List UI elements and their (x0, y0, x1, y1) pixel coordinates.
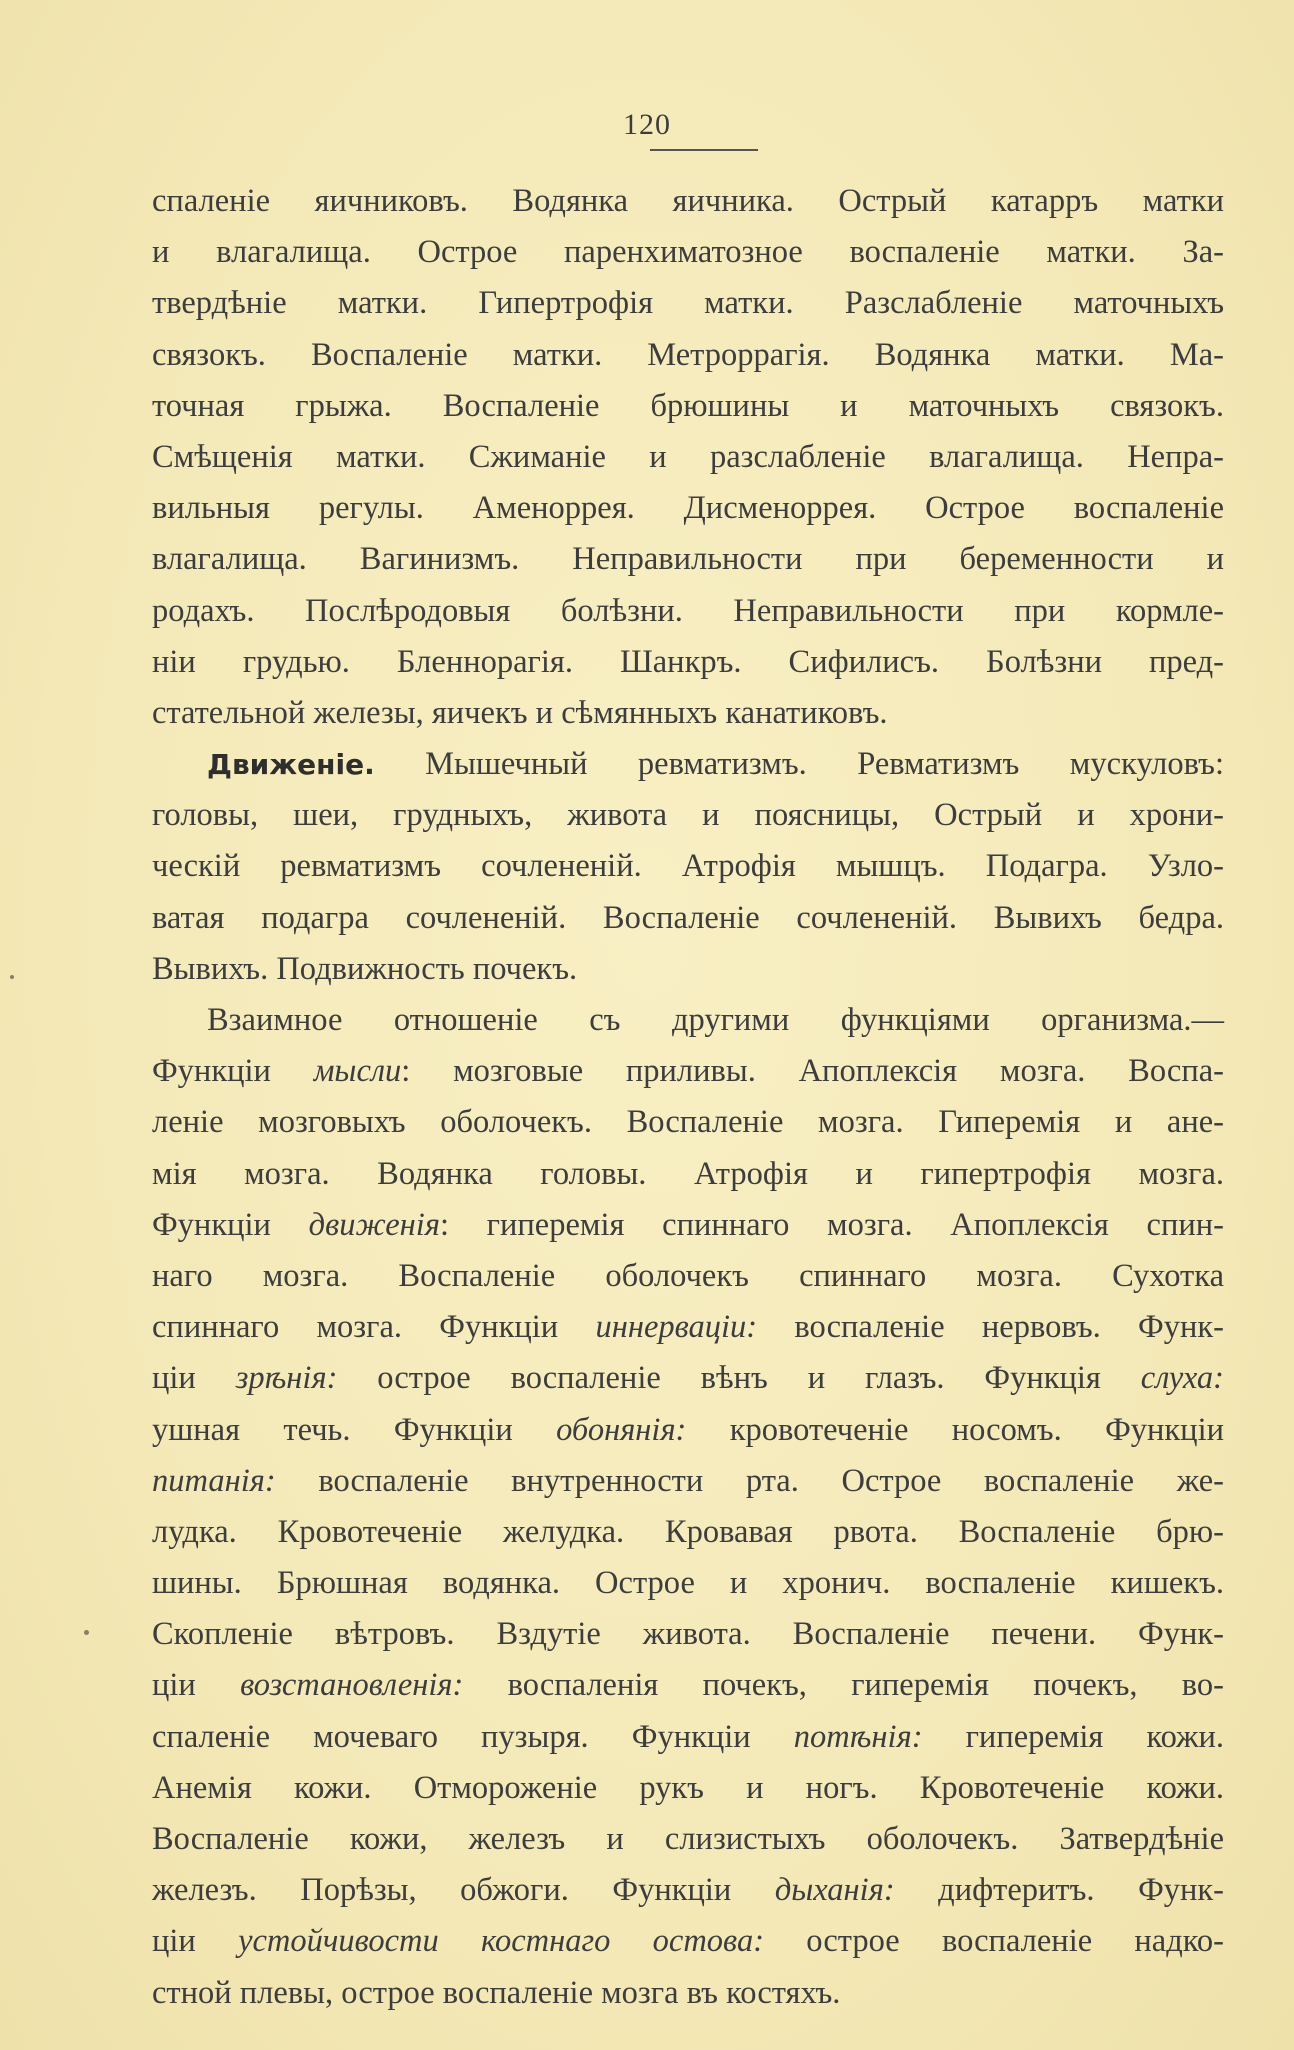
text-run: железъ. Порѣзы, обжоги. Функціи (152, 1872, 775, 1909)
text-line (152, 1763, 1224, 1814)
text-line (152, 841, 1224, 892)
text-run: Анемія кожи. Отмороженіе рукъ и ногъ. Кровотеченіе кожи. (152, 1769, 1224, 1806)
text-run: шины. Брюшная водянка. Острое и хронич. воспаленіе кишекъ. (152, 1565, 1224, 1602)
text-line (152, 1507, 1224, 1558)
text-run: лудка. Кровотеченіе желудка. Кровавая рвота. Воспаленіе брю- (152, 1513, 1224, 1550)
text-run: ніи грудью. Бленнорагія. Шанкръ. Сифилисъ. Болѣзни пред- (152, 643, 1224, 680)
text-line (152, 893, 1224, 944)
text-line (152, 790, 1224, 841)
text-line (152, 330, 1224, 381)
text-run: точная грыжа. Воспаленіе брюшины и маточныхъ связокъ. (152, 387, 1224, 424)
text-line (152, 1097, 1224, 1148)
text-run: Функціи (152, 1053, 314, 1090)
text-line (152, 534, 1224, 585)
text-run: связокъ. Воспаленіе матки. Метроррагія. Водянка матки. Ма- (152, 336, 1224, 373)
text-run: гиперемія кожи. (922, 1718, 1224, 1755)
text-line (152, 381, 1224, 432)
text-run: воспаленіе нервовъ. Функ- (757, 1309, 1224, 1346)
text-run: Функціи (152, 1206, 309, 1243)
text-line (152, 586, 1224, 637)
text-line (152, 1712, 1224, 1763)
text-run: головы, шеи, грудныхъ, живота и поясницы, Острый и хрони- (152, 797, 1224, 834)
text-run: леніе мозговыхъ оболочекъ. Воспаленіе мозга. Гиперемія и ане- (152, 1104, 1224, 1141)
text-run: ушная течь. Функціи (152, 1411, 557, 1448)
text-line (152, 227, 1224, 278)
text-line (152, 1251, 1224, 1302)
text-run: Воспаленіе кожи, железъ и слизистыхъ оболочекъ. Затвердѣніе (152, 1821, 1224, 1857)
text-run: : мозговые приливы. Апоплексія мозга. Воспа- (401, 1053, 1224, 1090)
text-line (152, 176, 1224, 227)
text-line (152, 1660, 1224, 1711)
text-line (152, 995, 1224, 1046)
text-run: мія мозга. Водянка головы. Атрофія и гипертрофія мозга. (152, 1155, 1224, 1192)
text-line (152, 432, 1224, 483)
text-run: воспаленіе внутренности рта. Острое воспаленіе же- (275, 1462, 1224, 1499)
text-run: спиннаго мозга. Функціи (152, 1309, 596, 1346)
text-line (152, 1916, 1224, 1967)
text-line (152, 1814, 1224, 1865)
text-line (152, 483, 1224, 534)
text-run: ціи (152, 1923, 239, 1960)
text-line (152, 944, 1224, 995)
text-line (152, 1865, 1224, 1916)
text-run: дифтеритъ. Функ- (894, 1872, 1225, 1909)
text-run: Вывихъ. Подвижность почекъ. (152, 950, 578, 987)
italic-term: потѣнія: (793, 1718, 923, 1755)
body-text (152, 176, 1224, 2019)
text-run: влагалища. Вагинизмъ. Неправильности при беременности и (152, 541, 1224, 578)
italic-term: устойчивости костнаго остова: (238, 1923, 765, 1960)
text-run: вильныя регулы. Аменоррея. Дисменоррея. Острое воспаленіе (152, 490, 1224, 527)
paper-speck (10, 975, 14, 979)
text-run: наго мозга. Воспаленіе оболочекъ спиннаго мозга. Сухотка (152, 1257, 1224, 1294)
page-number: 120 (623, 108, 671, 141)
text-run: твердѣніе матки. Гипертрофія матки. Разслабленіе маточныхъ (152, 285, 1224, 322)
text-line (152, 1046, 1224, 1097)
text-run: ціи (152, 1360, 236, 1397)
text-line (152, 1558, 1224, 1609)
text-run: кровотеченіе носомъ. Функціи (686, 1411, 1224, 1448)
text-line (152, 278, 1224, 329)
italic-term: зрѣнія: (235, 1360, 338, 1397)
italic-term: иннерваціи: (595, 1309, 758, 1346)
text-run: спаленіе мочеваго пузыря. Функціи (152, 1718, 794, 1755)
text-run: острое воспаленіе вѣнъ и глазъ. Функція (337, 1360, 1141, 1397)
text-run: спаленіе яичниковъ. Водянка яичника. Острый катарръ матки (152, 183, 1224, 219)
italic-term: обонянія: (556, 1411, 687, 1448)
text-run: и влагалища. Острое паренхиматозное воспаленіе матки. За- (152, 234, 1224, 271)
text-line (152, 1200, 1224, 1251)
text-run: ватая подагра сочлененій. Воспаленіе сочлененій. Вывихъ бедра. (152, 899, 1224, 936)
text-line (152, 1405, 1224, 1456)
text-line (152, 637, 1224, 688)
text-line (152, 1353, 1224, 1404)
italic-term: возстановленія: (240, 1667, 464, 1704)
text-line (152, 1149, 1224, 1200)
text-run: ческій ревматизмъ сочлененій. Атрофія мышцъ. Подагра. Узло- (152, 848, 1224, 885)
italic-term: слуха: (1140, 1360, 1224, 1397)
paper-speck (84, 1630, 89, 1635)
italic-term: дыханія: (774, 1872, 895, 1909)
text-run: воспаленія почекъ, гиперемія почекъ, во- (463, 1667, 1224, 1704)
text-run: стной плевы, острое воспаленіе мозга въ костяхъ. (152, 1974, 841, 2011)
text-run: Смѣщенія матки. Сжиманіе и разслабленіе влагалища. Непра- (152, 438, 1224, 475)
section-heading: Движеніе. (207, 748, 375, 782)
text-line (152, 1302, 1224, 1353)
text-run: : гиперемія спиннаго мозга. Апоплексія спин- (439, 1206, 1224, 1243)
text-line (152, 688, 1224, 739)
page-number-underline (650, 149, 758, 151)
text-line (152, 1456, 1224, 1507)
text-line (152, 1968, 1224, 2019)
text-run: стательной железы, яичекъ и сѣмянныхъ канатиковъ. (152, 694, 888, 731)
italic-term: питанія: (152, 1462, 276, 1499)
italic-term: движенія (308, 1206, 440, 1243)
text-line (152, 1609, 1224, 1660)
text-run: ціи (152, 1667, 241, 1704)
text-run: Взаимное отношеніе съ другими функціями организма.— (207, 1002, 1224, 1038)
text-run: Скопленіе вѣтровъ. Вздутіе живота. Воспаленіе печени. Функ- (152, 1616, 1224, 1653)
text-line (152, 739, 1224, 790)
text-run: острое воспаленіе надко- (764, 1923, 1224, 1960)
text-run: Мышечный ревматизмъ. Ревматизмъ мускуловъ: (374, 746, 1224, 783)
text-run: родахъ. Послѣродовыя болѣзни. Неправильности при кормле- (152, 592, 1224, 629)
italic-term: мысли (313, 1053, 402, 1090)
